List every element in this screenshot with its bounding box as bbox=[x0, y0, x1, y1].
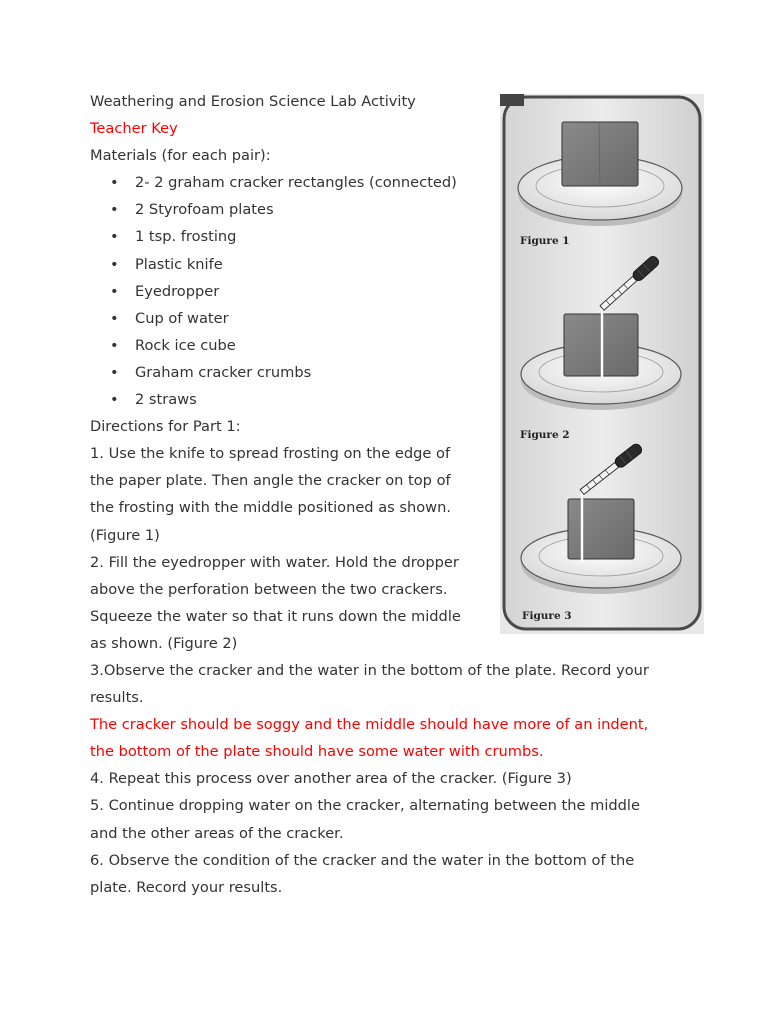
step4-line: 4. Repeat this process over another area of the cracker. (Figure 3) bbox=[90, 770, 572, 788]
step5-line: 5. Continue dropping water on the cracker, alternating between the middle bbox=[90, 797, 640, 815]
step6-line: plate. Record your results. bbox=[90, 878, 283, 896]
graham-cracker bbox=[568, 499, 634, 559]
list-item: • 2- 2 graham cracker rectangles (connected) bbox=[110, 174, 457, 192]
list-item: • Rock ice cube bbox=[110, 336, 236, 354]
figure-2-caption: Figure 2 bbox=[520, 429, 570, 441]
step2-line: 2. Fill the eyedropper with water. Hold the dropper bbox=[90, 553, 459, 571]
material-label: 2 Styrofoam plates bbox=[135, 201, 274, 219]
step3-line: results. bbox=[90, 689, 144, 707]
list-item: • 2 Styrofoam plates bbox=[110, 201, 274, 219]
list-item: • Eyedropper bbox=[110, 282, 220, 300]
step2-line: as shown. (Figure 2) bbox=[90, 634, 238, 652]
list-item: • Cup of water bbox=[110, 309, 229, 327]
material-label: 2- 2 graham cracker rectangles (connected) bbox=[135, 174, 457, 192]
teacher-key-label: Teacher Key bbox=[90, 120, 178, 138]
step2-line: above the perforation between the two crackers. bbox=[90, 580, 448, 598]
materials-heading: Materials (for each pair): bbox=[90, 147, 271, 165]
step2-line: Squeeze the water so that it runs down the middle bbox=[90, 607, 461, 625]
figure-3-caption: Figure 3 bbox=[522, 610, 572, 622]
material-label: Graham cracker crumbs bbox=[135, 363, 312, 381]
doc-title: Weathering and Erosion Science Lab Activity bbox=[90, 93, 416, 110]
step6-line: 6. Observe the condition of the cracker and the water in the bottom of the bbox=[90, 851, 635, 869]
list-item: • 2 straws bbox=[110, 391, 197, 409]
step5-line: and the other areas of the cracker. bbox=[90, 824, 344, 842]
material-label: Cup of water bbox=[135, 309, 229, 327]
answer-line: the bottom of the plate should have some water with crumbs. bbox=[90, 743, 544, 761]
frame-corner-mark bbox=[500, 94, 524, 106]
list-item: • 1 tsp. frosting bbox=[110, 228, 237, 246]
answer-line: The cracker should be soggy and the middle should have more of an indent, bbox=[90, 716, 649, 734]
step1-line: the frosting with the middle positioned as shown. bbox=[90, 499, 452, 517]
figure-illustration bbox=[500, 94, 704, 634]
step1-line: (Figure 1) bbox=[90, 526, 160, 544]
material-label: Plastic knife bbox=[135, 255, 223, 273]
material-label: 2 straws bbox=[135, 391, 197, 409]
material-label: 1 tsp. frosting bbox=[135, 228, 237, 246]
figure-1-caption: Figure 1 bbox=[520, 235, 570, 247]
directions-heading: Directions for Part 1: bbox=[90, 418, 241, 436]
step1-line: the paper plate. Then angle the cracker on top of bbox=[90, 472, 451, 490]
step1-line: 1. Use the knife to spread frosting on the edge of bbox=[90, 445, 451, 463]
step3-line: 3.Observe the cracker and the water in the bottom of the plate. Record your bbox=[90, 661, 649, 679]
list-item: • Graham cracker crumbs bbox=[110, 363, 312, 381]
list-item: • Plastic knife bbox=[110, 255, 223, 273]
material-label: Rock ice cube bbox=[135, 336, 236, 354]
material-label: Eyedropper bbox=[135, 282, 220, 300]
